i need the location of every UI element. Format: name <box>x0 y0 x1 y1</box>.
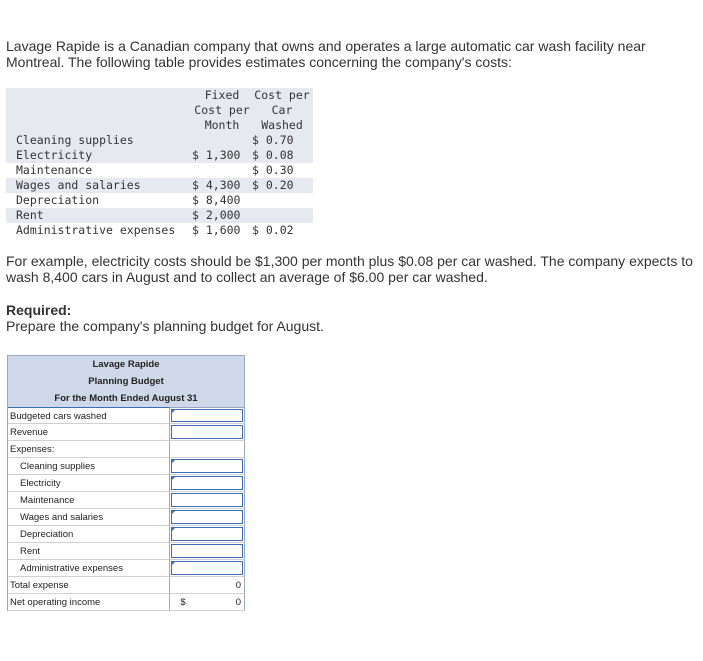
cost-estimates-table <box>6 88 313 238</box>
label-expenses: Expenses: <box>8 441 170 458</box>
cost-header-row-2 <box>6 103 313 118</box>
input-marker-icon <box>171 527 176 532</box>
label-cars: Budgeted cars washed <box>8 407 170 424</box>
label-depreciation: Depreciation <box>8 526 170 543</box>
cost-fixed: $ 8,400 <box>192 193 241 207</box>
total-expense-value: 0 <box>235 580 241 591</box>
admin-input[interactable] <box>171 561 243 575</box>
input-marker-icon <box>171 459 176 464</box>
cost-row <box>6 193 313 208</box>
cost-fixed <box>192 133 252 148</box>
label-cleaning: Cleaning supplies <box>8 458 170 475</box>
cost-per-car <box>252 193 312 208</box>
row-net-income <box>7 594 245 611</box>
maintenance-input[interactable] <box>171 493 243 507</box>
problem-intro: Lavage Rapide is a Canadian company that owns and operates a large automatic car wash facility near Montreal. The following table provides estimates concerning the company's costs: <box>6 38 646 70</box>
label-admin: Administrative expenses <box>8 560 170 577</box>
row-admin <box>7 560 245 577</box>
row-revenue <box>7 424 245 441</box>
label-net-income: Net operating income <box>8 594 170 611</box>
row-depreciation <box>7 526 245 543</box>
planning-budget-form <box>7 355 245 611</box>
header-car-2: Car <box>271 103 293 117</box>
required-text: Prepare the company's planning budget for August. <box>6 318 324 334</box>
cost-fixed: $ 2,000 <box>192 208 241 222</box>
cost-label: Electricity <box>16 148 93 162</box>
label-total-expense: Total expense <box>8 577 170 594</box>
cost-fixed <box>192 163 252 178</box>
cost-row <box>6 208 313 223</box>
header-fixed-1: Fixed <box>204 88 240 102</box>
required-label: Required: <box>6 302 72 318</box>
label-maintenance: Maintenance <box>8 492 170 509</box>
cost-fixed: $ 1,300 <box>192 148 241 162</box>
cleaning-input[interactable] <box>171 459 243 473</box>
net-income-value: 0 <box>235 597 241 608</box>
row-maintenance <box>7 492 245 509</box>
cost-label: Administrative expenses <box>16 223 176 237</box>
budget-period: For the Month Ended August 31 <box>54 393 198 404</box>
label-rent: Rent <box>8 543 170 560</box>
cost-row <box>6 223 313 238</box>
cost-label: Maintenance <box>16 163 93 177</box>
wages-input[interactable] <box>171 510 243 524</box>
cost-label: Wages and salaries <box>16 178 141 192</box>
cost-header-row-1 <box>6 88 313 103</box>
cost-per-car <box>252 208 312 223</box>
input-marker-icon <box>171 510 176 515</box>
currency-symbol: $ <box>180 597 186 608</box>
label-revenue: Revenue <box>8 424 170 441</box>
input-marker-icon <box>171 476 176 481</box>
row-cleaning <box>7 458 245 475</box>
input-marker-icon <box>171 561 176 566</box>
row-total-expense <box>7 577 245 594</box>
row-electricity <box>7 475 245 492</box>
cost-row <box>6 178 313 193</box>
cost-per-car: $ 0.70 <box>252 133 294 147</box>
cost-per-car: $ 0.08 <box>252 148 294 162</box>
input-marker-icon <box>171 409 176 414</box>
cost-header-row-3 <box>6 118 313 133</box>
budget-company: Lavage Rapide <box>92 359 160 370</box>
label-electricity: Electricity <box>8 475 170 492</box>
cost-per-car: $ 0.20 <box>252 178 294 192</box>
cost-fixed: $ 1,600 <box>192 223 241 237</box>
budget-header <box>7 355 245 407</box>
electricity-input[interactable] <box>171 476 243 490</box>
row-cars <box>7 407 245 424</box>
row-rent <box>7 543 245 560</box>
header-fixed-2: Cost per <box>194 103 250 117</box>
cost-label: Rent <box>16 208 44 222</box>
example-text: For example, electricity costs should be $1,300 per month plus $0.08 per car washed. The company expects to wash 8,400 cars in August and to collect an average of $6.00 per car washed. <box>6 253 693 285</box>
rent-input[interactable] <box>171 544 243 558</box>
cars-input[interactable] <box>171 409 243 422</box>
cost-label: Cleaning supplies <box>16 133 134 147</box>
header-car-3: Washed <box>261 118 303 132</box>
budget-title: Planning Budget <box>88 376 164 387</box>
header-fixed-3: Month <box>204 118 240 132</box>
revenue-input[interactable] <box>171 425 243 439</box>
cost-row <box>6 163 313 178</box>
cost-fixed: $ 4,300 <box>192 178 241 192</box>
label-wages: Wages and salaries <box>8 509 170 526</box>
cost-row <box>6 133 313 148</box>
depreciation-input[interactable] <box>171 527 243 541</box>
row-wages <box>7 509 245 526</box>
cost-per-car: $ 0.02 <box>252 223 294 237</box>
cost-row <box>6 148 313 163</box>
row-expenses <box>7 441 245 458</box>
cost-label: Depreciation <box>16 193 100 207</box>
cost-per-car: $ 0.30 <box>252 163 294 177</box>
header-car-1: Cost per <box>254 88 310 102</box>
